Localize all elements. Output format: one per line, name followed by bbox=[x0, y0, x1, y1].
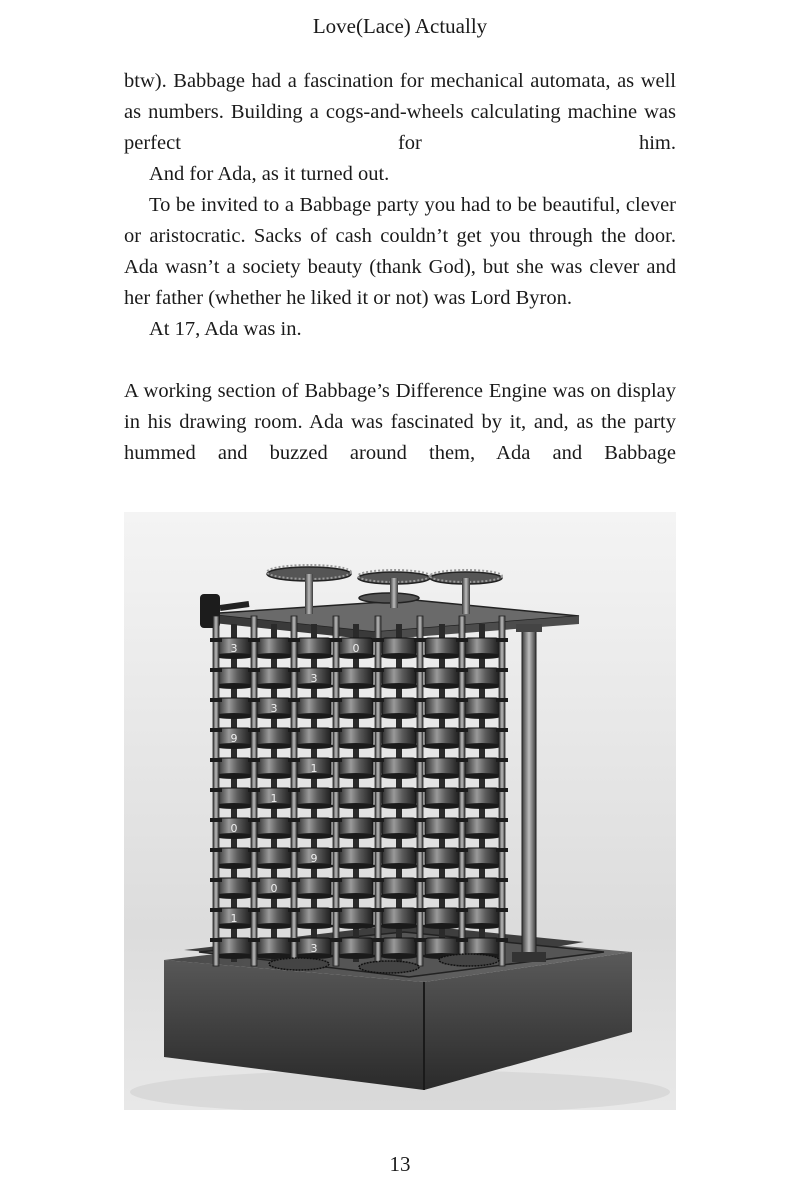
running-head: Love(Lace) Actually bbox=[312, 14, 488, 38]
wheel-column bbox=[379, 624, 419, 962]
paragraph: At 17, Ada was in. bbox=[149, 318, 302, 340]
paragraph: A working section of Babbage’s Difference Engine was on display in his drawing room. Ada was fascinated by it, and, as the party hummed and buzzed around them, Ada and Babbage bbox=[124, 380, 676, 464]
paragraph: To be invited to a Babbage party you had to be beautiful, clever or aristocratic. Sacks of cash couldn’t get you through the door. Ada wasn’t a society beauty (thank God), but she was clever and her father (whether he liked it or not) was Lord Byron. bbox=[124, 194, 676, 309]
page-number: 13 bbox=[389, 1152, 411, 1176]
wheel-digit: 1 bbox=[230, 912, 238, 925]
wheel-digit: 3 bbox=[270, 702, 278, 715]
paragraph: btw). Babbage had a fascination for mechanical automata, as well as numbers. Building a cogs-and-wheels calculating machine was perfect for him. bbox=[124, 70, 676, 154]
wheel-digit: 1 bbox=[270, 792, 278, 805]
difference-engine-photo bbox=[124, 512, 676, 1110]
body-text bbox=[124, 66, 676, 469]
wheel-digit: 0 bbox=[230, 822, 238, 835]
wheel-digit: 3 bbox=[310, 672, 318, 685]
wheel-digit: 1 bbox=[310, 762, 318, 775]
wheel-digit: 9 bbox=[230, 732, 238, 745]
wheel-digit: 9 bbox=[310, 852, 318, 865]
paragraph: And for Ada, as it turned out. bbox=[149, 163, 390, 185]
wheel-digit: 0 bbox=[270, 882, 278, 895]
wheel-digit: 3 bbox=[230, 642, 238, 655]
wheel-digit: 0 bbox=[352, 642, 360, 655]
wheel-digit: 3 bbox=[310, 942, 318, 955]
